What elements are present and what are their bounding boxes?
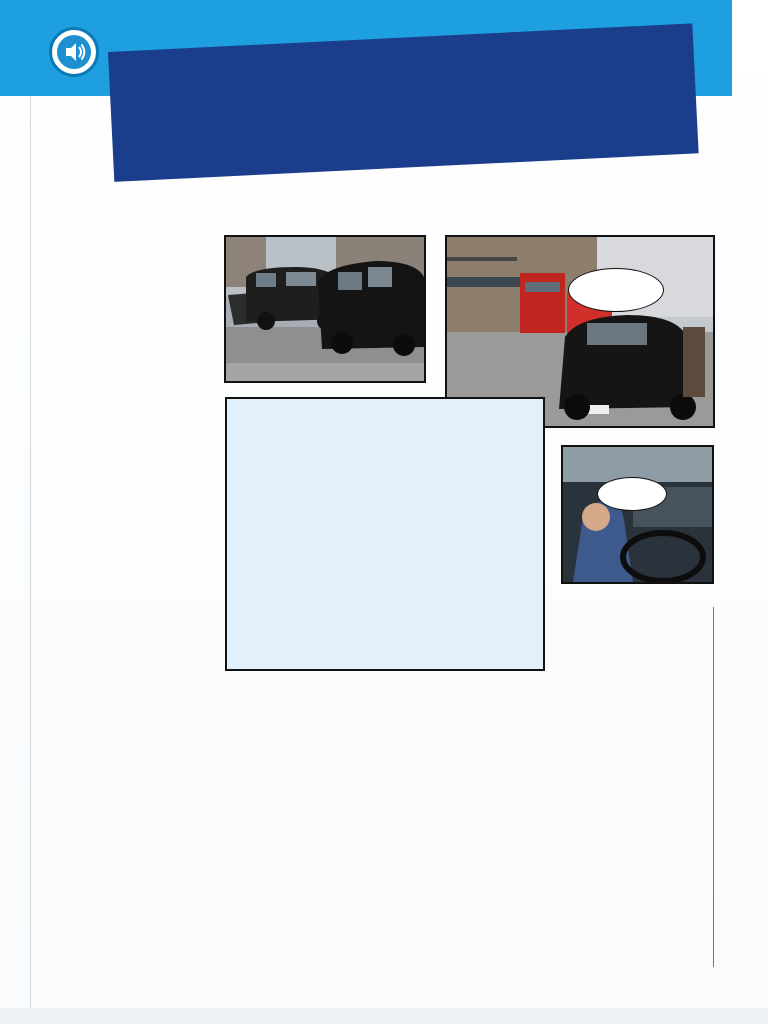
title-banner	[108, 23, 699, 181]
speech-bubble-2	[597, 477, 667, 511]
speaker-icon[interactable]	[49, 27, 99, 77]
dialogue-box	[225, 397, 545, 671]
glossary	[588, 607, 714, 967]
bottom-strip	[0, 1008, 768, 1024]
taxis-photo	[224, 235, 426, 383]
driver-photo	[561, 445, 714, 584]
side-rule	[30, 96, 31, 1024]
speech-bubble-1	[568, 268, 664, 312]
